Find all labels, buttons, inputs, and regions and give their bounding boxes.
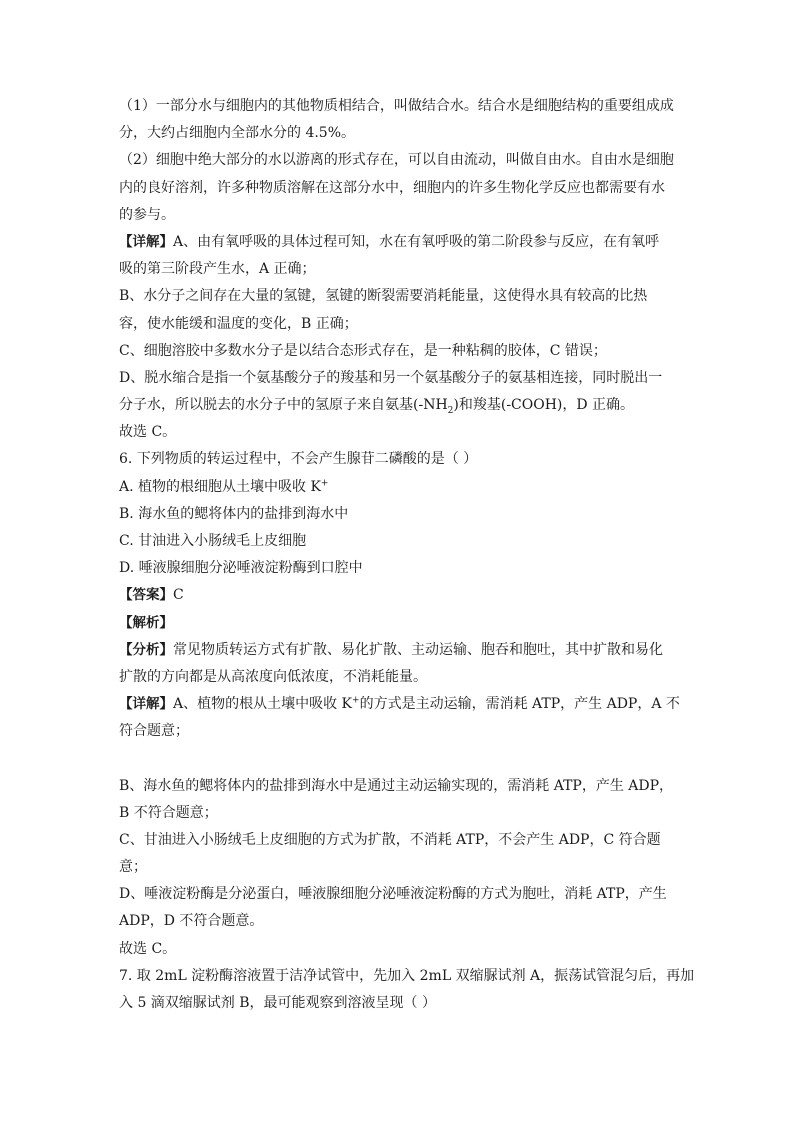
analysis-heading (119, 610, 679, 637)
text-line (119, 392, 679, 419)
option-c: C. 甘油进入小肠绒毛上皮细胞 (119, 533, 307, 549)
text-line: D、唾液淀粉酶是分泌蛋白，唾液腺细胞分泌唾液淀粉酶的方式为胞吐，消耗 ATP，产生 (119, 886, 667, 903)
answer-value: C (173, 587, 184, 604)
text-line: C、细胞溶胶中多数水分子是以结合态形式存在，是一种粘稠的胶体，C 错误； (119, 342, 607, 359)
text-line: B 不符合题意； (119, 804, 218, 821)
text-line: 内的良好溶剂，许多种物质溶解在这部分水中，细胞内的许多生物化学反应也都需要有水 (119, 179, 665, 196)
question-stem: 7. 取 2mL 淀粉酶溶液置于洁净试管中，先加入 2mL 双缩脲试剂 A，振荡试管混匀后，再加 (119, 967, 695, 984)
blank-line (119, 746, 679, 773)
fenxi-text: 常见物质转运方式有扩散、易化扩散、主动运输、胞吞和胞吐，其中扩散和易化 (173, 641, 663, 658)
text-line: 的参与。 (119, 206, 175, 223)
text-line: （2）细胞中绝大部分的水以游离的形式存在，可以自由流动，叫做自由水。自由水是细胞 (119, 152, 674, 169)
option-b: B. 海水鱼的鳃将体内的盐排到海水中 (119, 505, 349, 522)
text-line: D、脱水缩合是指一个氨基酸分子的羧基和另一个氨基酸分子的氨基相连接，同时脱出一 (119, 369, 663, 386)
detail-tag: 【详解】 (119, 696, 173, 713)
detail-line (119, 229, 679, 256)
option-a (119, 474, 679, 501)
text-line: （1）一部分水与细胞内的其他物质相结合，叫做结合水。结合水是细胞结构的重要组成成 (119, 98, 674, 114)
text-span: 分子水，所以脱去的水分子中的氢原子来自氨基(-NH (119, 397, 448, 414)
text-line: 扩散的方向都是从高浓度向低浓度，不消耗能量。 (119, 668, 427, 685)
conclusion-line: 故选 C。 (119, 424, 177, 441)
text-line: C、甘油进入小肠绒毛上皮细胞的方式为扩散，不消耗 ATP，不会产生 ADP，C 符合题 (119, 831, 661, 848)
question-stem: 6. 下列物质的转运过程中，不会产生腺苷二磷酸的是（ ） (119, 451, 478, 468)
subscript: 2 (447, 405, 454, 416)
text-line: B、水分子之间存在大量的氢键，氢键的断裂需要消耗能量，这使得水具有较高的比热 (119, 288, 648, 305)
document-page (119, 93, 695, 1017)
question-stem-cont: 入 5 滴双缩脲试剂 B，最可能观察到溶液呈现（ ） (119, 995, 436, 1011)
conclusion-line: 故选 C。 (119, 940, 177, 957)
option-d: D. 唾液腺细胞分泌唾液淀粉酶到口腔中 (119, 560, 363, 577)
text-span: A、植物的根从土壤中吸收 K (173, 696, 353, 713)
detail-line (119, 691, 679, 718)
superscript: + (352, 695, 360, 706)
analysis-tag: 【解析】 (119, 614, 173, 631)
text-line: 符合题意； (119, 723, 189, 740)
text-line: 分，大约占细胞内全部水分的 4.5%。 (119, 125, 356, 142)
text-line: 容，使水能缓和温度的变化，B 正确； (119, 315, 358, 332)
text-span: )和羧基(-COOH)，D 正确。 (453, 397, 635, 414)
detail-tag: 【详解】 (119, 233, 173, 250)
answer-tag: 【答案】 (119, 587, 173, 604)
detail-text: A、由有氧呼吸的具体过程可知，水在有氧呼吸的第二阶段参与反应，在有氧呼 (173, 233, 660, 250)
text-line: B、海水鱼的鳃将体内的盐排到海水中是通过主动运输实现的，需消耗 ATP，产生 ADP， (119, 777, 674, 794)
text-line: 吸的第三阶段产生水，A 正确； (119, 261, 316, 278)
text-line: 意； (119, 859, 147, 876)
superscript: + (320, 477, 329, 488)
option-text: A. 植物的根细胞从土壤中吸收 K (119, 478, 321, 495)
text-line: ADP，D 不符合题意。 (119, 913, 264, 930)
fenxi-tag: 【分析】 (119, 641, 173, 658)
text-span: 的方式是主动运输，需消耗 ATP，产生 ADP，A 不 (359, 696, 680, 713)
fenxi-line (119, 637, 679, 664)
answer-line (119, 582, 679, 609)
